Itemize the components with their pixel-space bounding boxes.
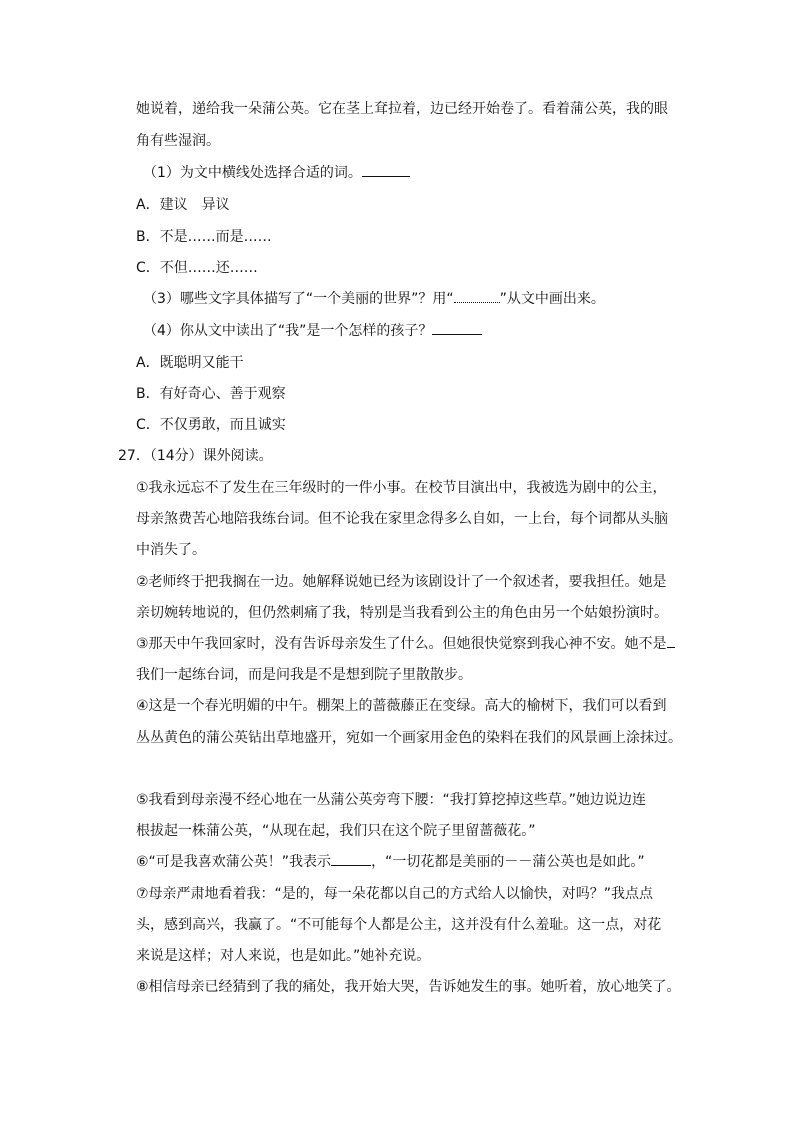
- paragraph-6-after: ，“一切花都是美丽的－－蒲公英也是如此。”: [371, 854, 645, 870]
- option-b: B．有好奇心、善于观察: [136, 386, 286, 402]
- question-27-header: 27．（14分）课外阅读。: [118, 448, 273, 464]
- paragraph-8-line: ⑧相信母亲已经猜到了我的痛处，我开始大哭，告诉她发生的事。她听着，放心地笑了。: [136, 979, 681, 995]
- paragraph-4-line: 丛丛黄色的蒲公英钻出草地盛开，宛如一个画家用金色的染料在我们的风景画上涂抹过。: [136, 730, 682, 746]
- paragraph-3-text: ③那天中午我回家时，没有告诉母亲发生了什么。但她很快觉察到我心神不安。她不是: [136, 636, 667, 652]
- wavy-underline-mark: [454, 290, 500, 303]
- option-c: C．不但……还……: [136, 260, 258, 276]
- option-a: A．建议 异议: [136, 197, 230, 213]
- paragraph-1-line: 母亲煞费苦心地陪我练台词。但不论我在家里念得多么自如，一上台，每个词都从头脑: [136, 511, 668, 527]
- paragraph-3-line: 我们一起练台词，而是问我是不是想到院子里散散步。: [136, 667, 472, 683]
- paragraph-7-line: 头，感到高兴，我赢了。“不可能每个人都是公主，这并没有什么羞耻。这一点，对花: [136, 917, 662, 933]
- option-c: C．不仅勇敢，而且诚实: [136, 417, 286, 433]
- paragraph-1-line: 中消失了。: [136, 542, 206, 558]
- paragraph-2-line: ②老师终于把我搁在一边。她解释说她已经为该剧设计了一个叙述者，要我担任。她是: [136, 574, 667, 590]
- paragraph-1-line: ①我永远忘不了发生在三年级时的一件小事。在校节目演出中，我被选为剧中的公主，: [136, 480, 667, 496]
- paragraph-7-line: 来说是这样；对人来说，也是如此。”她补充说。: [136, 948, 431, 964]
- question-3: [143, 290, 605, 308]
- option-b: B．不是……而是……: [136, 229, 272, 245]
- answer-blank[interactable]: [667, 635, 675, 648]
- paragraph-5-line: ⑤我看到母亲漫不经心地在一丛蒲公英旁弯下腰：“我打算挖掉这些草。”她边说边连: [136, 792, 647, 808]
- paragraph-2-line: 亲切婉转地说的，但仍然刺痛了我，特别是当我看到公主的角色由另一个姑娘扮演时。: [136, 605, 668, 621]
- answer-blank[interactable]: [362, 164, 410, 177]
- answer-blank[interactable]: [432, 322, 482, 335]
- question-1: [143, 164, 410, 182]
- paragraph-5-line: 根拔起一株蒲公英，“从现在起，我们只在这个院子里留蔷薇花。”: [136, 823, 536, 839]
- paragraph-6-before: ⑥“可是我喜欢蒲公英！”我表示: [136, 854, 332, 870]
- passage-line: 角有些湿润。: [136, 133, 220, 149]
- question-3-before: （3）哪些文字具体描写了“一个美丽的世界”？用“: [143, 291, 454, 307]
- option-a: A．既聪明又能干: [136, 355, 244, 371]
- question-3-after: ”从文中画出来。: [499, 291, 605, 307]
- question-4: [143, 322, 482, 340]
- answer-blank[interactable]: [331, 853, 371, 866]
- paragraph-7-line: ⑦母亲严肃地看着我：“是的，每一朵花都以自己的方式给人以愉快，对吗？”我点点: [136, 886, 654, 902]
- question-4-text: （4）你从文中读出了“我”是一个怎样的孩子？: [143, 323, 433, 339]
- paragraph-4-line: ④这是一个春光明媚的中午。棚架上的蔷薇藤正在变绿。高大的榆树下，我们可以看到: [136, 698, 667, 714]
- passage-line: 她说着，递给我一朵蒲公英。它在茎上耷拉着，边已经开始卷了。看着蒲公英，我的眼: [136, 101, 668, 117]
- paragraph-3-line: [136, 635, 675, 653]
- paragraph-6-line: [136, 853, 645, 871]
- question-1-text: （1）为文中横线处选择合适的词。: [143, 165, 362, 181]
